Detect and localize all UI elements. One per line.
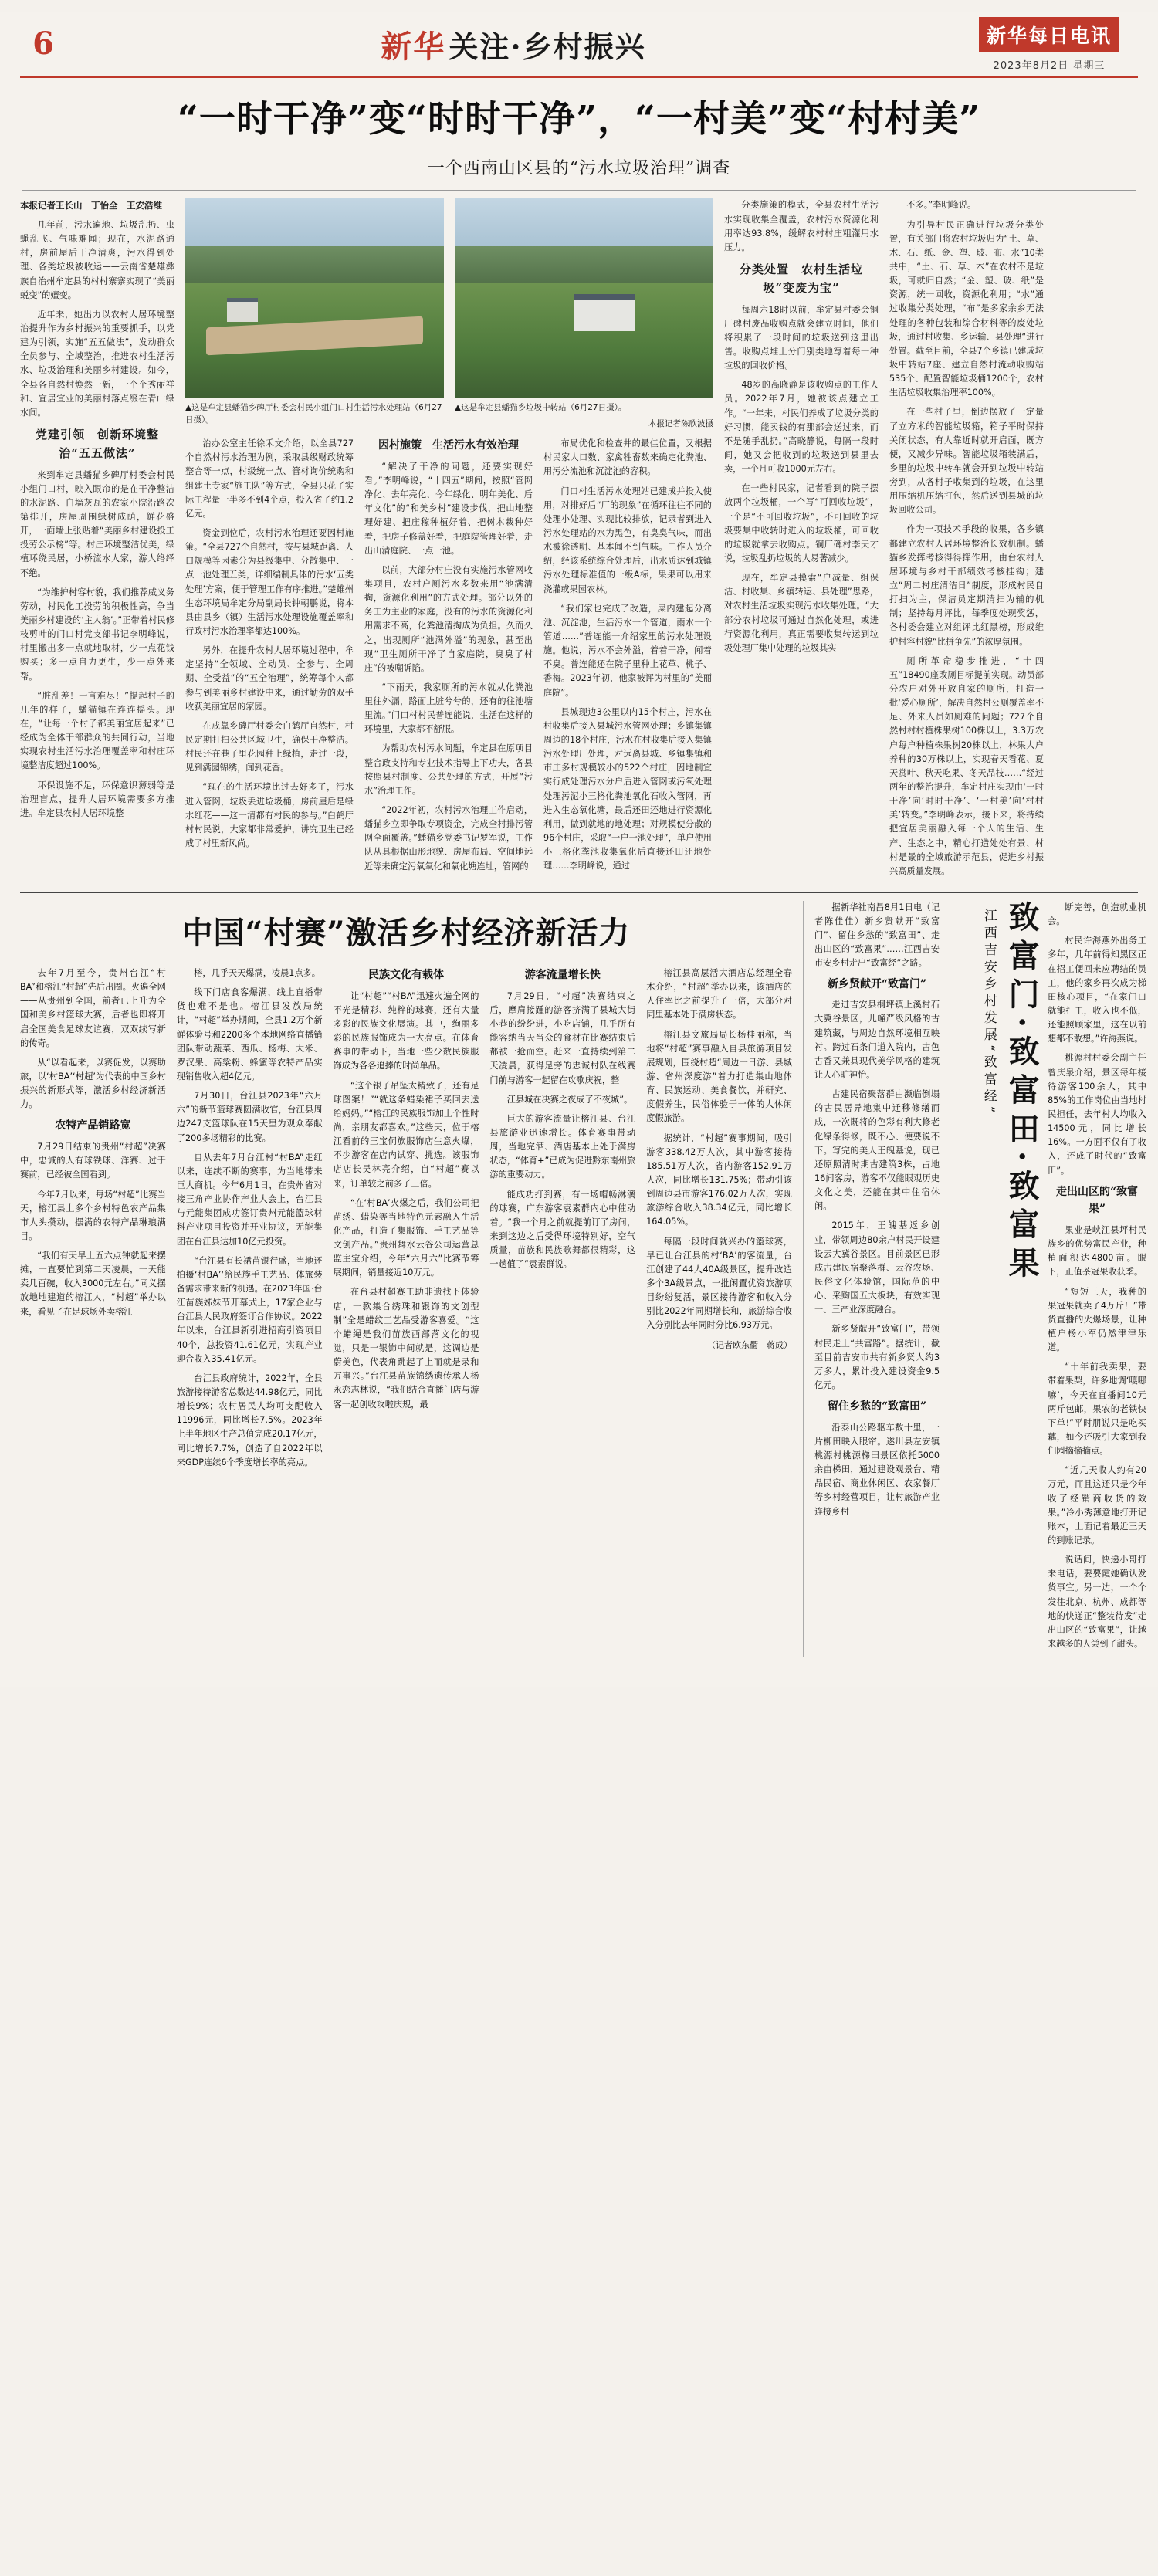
dateline: 据新华社南昌8月1日电（记者陈佳佳）新乡贤献开“致富门”、留住乡愁的“致富田”、走出山区的“致富果”……江西吉安市安乡村走出“致富经”之路。 (814, 902, 940, 968)
page-title: “一时干净”变“时时干净”，“一村美”变“村村美” (177, 98, 981, 140)
village-games-article (20, 901, 792, 1657)
masthead-brand-block (960, 17, 1138, 72)
divider (20, 892, 1138, 893)
paragraph: “十年前我卖果，要带着果梨，许多地调‘嘎哪嘛’，今天在直播间10元两斤包邮，果农的老铁快下单!”平时朋说只是吃买藕，如今还吸引大家到我们园摘摘摘点。 (1048, 1362, 1146, 1457)
paragraph: 果业是峡江县坪村民族乡的优势富民产业，种植面积达4800亩。眼下，正值茶冠果收获季。 (1048, 1225, 1146, 1278)
bl-column-1 (20, 966, 166, 1475)
article-title: 致富门·致富田·致富果 (1004, 901, 1041, 1285)
lead-subhead: 一个西南山区县的“污水垃圾治理”调查 (427, 159, 731, 179)
paragraph: 资金到位后，农村污水治理还要因村施策。“全县727个自然村，按与县城距离、人口规模等因素分为县级集中、分散集中、一点一池处理五类，详细编制具体的污水‘五类处理’方案，便于管理工作有序推进。”楚雄州生态环境局牟定分局副局长钟朝鹏说，将本县由县乡（镇）生活污水处理设施覆盖率和行政村污水治理率都达100%。 (185, 527, 354, 636)
section-heading: 党建引领 创新环境整治“五五做法” (35, 427, 159, 461)
paragraph: 不多。”李明峰说。 (906, 200, 977, 211)
newspaper-page (0, 12, 1158, 1687)
paragraph: 近年来，她出力以农村人居环境整治提升作为乡村振兴的重要抓手，以党建为引领，实施“五五做法”，发动群众全员参与、全域整治，推进农村生活污水、垃圾治理和美丽乡村建设。如今，全县各自然村焕然一新，一个个秀丽祥和、宜居宜业的美丽村落点缀在青山绿水间。 (20, 309, 174, 418)
photo-caption: ▲这是牟定县蟠猫乡碑厅村委会村民小组门口村生活污水处理站（6月27日摄）。 (185, 403, 442, 425)
section-heading: 留住乡愁的“致富田” (827, 1400, 927, 1413)
paragraph: 县城现边3公里以内15个村庄，污水在村收集后接入县城污水管网处理；乡镇集镇周边的18个村庄，污水在村收集后接入集镇污水处理厂处理，对远离县城、乡镇集镇和市庄多村规模较小的522个村庄，因地制宜实行成处理污水分户后进入管网或污氧处理处理污泥小三格化粪池氧化石收入管网，再进入生态氧化塘，最后还田还地进行资源化利用，做到就地的地处理；对规模使分散的96个村庄，采取“一户一池处理”，单户使用小三格化粪池收集氧化后直接还田还地处理……李明峰说，通过 (543, 706, 712, 872)
lead-photo-and-columns (185, 198, 713, 884)
paragraph: 古建民宿聚落群由濒临倒塌的古民居异地集中迁移修缮而成，一次既将的色彩有利大修老化绿条得修，既不心、便要说不下。写完的美人王魄基说，现已还原照清时期古建筑3株，占地16间客房，游客不仅能眼观历史文化之美，还能在其中住宿休闲。 (814, 1089, 940, 1212)
paragraph: 为帮助农村污水问题，牟定县在原项目整合政支持和专业技术指导上下功夫，各县按照县村制度、公共处理的方式，开展“污水”治理工作。 (364, 743, 533, 796)
jx-column-1 (814, 901, 940, 1657)
article-signature: （记者欧东衢 蒋成） (706, 1339, 792, 1350)
paragraph: 从“以看起来，以赛促发，以赛助旅，以‘村BA’‘村超’为代表的中国乡村振兴的新形式等，激活乡村经济新活力。 (20, 1057, 166, 1110)
paragraph: “短短三天，我种的果冠果就卖了4万斤！”带货直播的火爆场景，让种植户杨小军仍然津津乐道。 (1048, 1286, 1146, 1353)
paragraph: 厕所革命稳步推进，“十四五”18490座改厕目标提前实现。动员部分农户对外开放自家的厕所，打造一批‘爱心厕所’，解决自然村公厕覆盖率不足、外来人员如厕难的问题；727个自然村村村植株果树100株以上，3.3万农户每户种植株果树20株以上，林果大户养种的30万株以上，实现春天看花、夏天赏叶、秋天吃果、冬天品枝……“经过两年的整治提升，牟定村庄实现由‘一时干净’向‘时时干净’、‘一村美’向‘村村美’转变。”李明峰表示，接下来，将持续把宜居美丽融入每一个人的生活、生产、生态之中，精心打造处处有景、村村是景的全域旅游示范县，促进乡村振兴高质量发展。 (889, 655, 1044, 876)
paragraph: 另外，在提升农村人居环境过程中，牟定坚持“全领域、全动员、全参与、全周期、全受益”的“五全治理”，统筹每个人都参与到美丽乡村建设中来，通过勤劳的双手收获美丽宜居的家园。 (185, 645, 354, 712)
paragraph: 榕江县高层活大酒店总经理全春木介绍，“村超”举办以来，该酒店的人住率比之前提升了一倍，大部分对同里基本处于满房状态。 (646, 968, 792, 1021)
paragraph: 7月29日结束的贵州“村超”决赛中，忠诚的人有球铁球、洋赛、过于赛前，已经被全国看到。 (20, 1142, 166, 1180)
photo-credit: 本报记者陈欣波摄 (648, 419, 713, 429)
lead-column-2 (185, 437, 354, 879)
lead-column-6 (889, 198, 1044, 884)
page-number: 6 (32, 25, 54, 62)
paragraph: 每隔一段时间就兴办的篮球赛，早已让台江县的村‘BA’的客流量，台江创建了44人40A级景区，提升改造多个3A级景点，一批闲置优资旅游项目纷纷复活，景区接待游客和收入分别比2022年同期增长和，旅游综合收入分别比去年同时分比6.93万元。 (646, 1236, 792, 1331)
divider (22, 190, 1136, 191)
paragraph: 村民许海燕外出务工多年，几年前得知黑区正在招工便回来应聘结的员工，他的家乡再次成为梯田核心项目，“在家门口就能打工，收入也不低，还能照顾家里，这在以前想都不敢想。”许海燕说。 (1048, 936, 1146, 1044)
section-heading: 新乡贤献开“致富门” (827, 977, 927, 990)
lead-column-5 (724, 198, 879, 884)
jiangxi-article (803, 901, 1146, 1657)
paragraph: “解决了干净的问题，还要实现好看。”李明峰说，“十四五”期间，按照“管网净化、去年亮化、今年绿化、明年美化、后年文化”的“和美乡村”建设步伐，把山地整理好建、把庄稼种植好着、把树木栽种好着，把房子修盖好着，把庭院管理好着，走出山清庭院、一点一池。 (364, 461, 533, 556)
paragraph: 在一些村子里，倒边摆放了一定量了立方米的智能垃圾箱，箱子平时保持关闭状态，有人靠近时就开启面，既方便，又减少异味。智能垃圾箱装满后，乡里的垃圾中转车就会开到垃圾中转站旁到，从各村子收集到的垃圾，在这里用压缩机压缩打包，然后送到县城的垃圾回收公司。 (889, 407, 1044, 516)
byline: 本报记者王长山 丁怡全 王安浩维 (20, 200, 162, 212)
section-heading: 分类处置 农村生活垃圾“变废为宝” (739, 262, 863, 296)
photo-2-block (455, 198, 713, 429)
jx-vertical-title-block (947, 901, 1040, 1657)
bl-column-2 (177, 966, 323, 1475)
paragraph: 环保设施不足，环保意识薄弱等是治理盲点，提升人居环境需要多方推进。牟定县农村人居环境整 (20, 780, 174, 818)
paragraph: 线下门店食客爆满，线上直播带货也难不是也。榕江县发放局统计，“村超”举办期间，全县1.2万个新鲜体验号和2200多个本地网络直播销团队带动蔬菜、西瓜、杨梅、大米、罗汉果、高粱粉、蜂蜜等农特产品实现销售收入超4亿元。 (176, 987, 323, 1082)
section-heading: 民族文化有载体 (367, 969, 444, 981)
paragraph: 台江县政府统计，2022年，全县旅游接待游客总数达44.98亿元，同比增长9%；农村居民人均可支配收入11996元，同比增长7.5%。2023年上半年地区生产总值完成20.17亿元，同比增长7.7%，创造了自2022年以来GDP连续6个季度增长率的亮点。 (176, 1373, 323, 1467)
paragraph: “现在的生活环境比过去好多了，污水进入管网，垃圾丢进垃圾桶，房前屋后是绿水红花——这一清都有村民的参与。”白鹤厅村村民说，大家都非常爱护，讲究卫生已经成了村里新风尚。 (185, 782, 354, 848)
paragraph: 几年前，污水遍地、垃圾乱扔、虫蝇乱飞、气味难闻；现在，水泥路通村，房前屋后干净清爽，污水得到处理、各类垃圾被收运——云南省楚雄彝族自治州牟定县的村村寨寨实现了“美丽蜕变”的嬗变。 (20, 220, 174, 300)
masthead-title (66, 22, 960, 66)
paragraph: 现在，牟定县摸索“户减量、组保洁、村收集、乡镇转运、县处理”思路，对农村生活垃圾实现污水收集处理。“大部分农村垃圾可通过自然化处理，或进行资源化利用，真正需要收集转运到垃圾处理厂集中处理的垃圾其实 (724, 573, 879, 653)
lead-column-4 (543, 437, 712, 879)
paragraph: 榕江县文旅局局长杨桂丽称，当地将“村超”赛事融入自县旅游项目发展规划，围绕村超“周边一日游、县城游、省州深度游”着力打造集山地体育、民族运动、美食餐饮，并研究、度假养生，民俗体验于一体的大休闲度假旅游。 (646, 1029, 792, 1124)
paragraph: 48岁的高晓静是该收购点的工作人员。2022年7月，她被该点建立工作。“一年来，村民们养成了垃圾分类的好习惯，能卖钱的有那部会送过来，而不是随手乱扔。”高晓静说，每隔一段时间，她又会把收到的垃圾送到县里去卖，一个月可收1000元左右。 (724, 380, 879, 475)
paragraph: 2015年，王魄基返乡创业，带领周边80余户村民开设建设云大冀谷景区。目前景区已形成古建民宿聚落群、云谷农场、民俗文化体验馆，国际范的中心、采购国五大板块，有效实现一、三产业深度融合。 (814, 1220, 940, 1315)
paragraph: 去年7月至今，贵州台江“村BA”和榕江“村超”先后出圈。火遍全网——从贵州到全国，前者已上升为全国和美乡村篮球大赛，后者也即将开启全国美食足球友谊赛，双双续写新的传奇。 (20, 968, 166, 1048)
paragraph: 沿泰山公路驱车数十里，一片柳田映入眼帘。遂川县左安镇桃源村桃源梯田景区依托5000余亩梯田，通过建设观景台、精品民宿、商业休闲区、农家餐厅等乡村经营项目，让村旅游产业连接乡村 (814, 1422, 940, 1517)
masthead-title-red: 新华 (381, 28, 446, 65)
article-title: 中国“村赛”激活乡村经济新活力 (181, 915, 631, 951)
section-heading: 走出山区的“致富果” (1056, 1185, 1139, 1216)
paragraph: 在台县村超赛工助非遗找下体验店，一款集合绣珠和银饰的文创型制”全是蜡纹工艺品受游客喜爱。“这个蜡绳是我们苗族西部落文化的视觉，只是一银饰中间就是，这调边是蔚美色，代表角跳起了上而就是录和万事兴。”台江县苗族锦绣遗传承人杨永恋志林说，“我们结合直播门店与游客一起创收攻啦庆规，最 (333, 1287, 479, 1410)
paragraph: 据统计，“村超”赛事期间，吸引游客338.42万人次，其中游客接待185.51万人次，省内游客152.91万人次，同比增长131.75%；带动引该到周边县市游客176.02万人次，实现旅游综合收入38.34亿元，同比增长164.05%。 (646, 1132, 792, 1227)
paragraph: 门口村生活污水处理站已建成并投入使用，对排好后“厂的现象”在循环往往不同的处理小处理、实现比较排放，记录者到进入污水处理站的水为黑色，有臭臭气味，而出水被徐透明、基本闻不到气味。工作人员介绍，经该系统综合处理后，出水质达到城镇污水处理标准值的一级A标，果果可以用来浇灌或果园农林。 (543, 486, 712, 594)
paragraph: 断完善，创造就业机会。 (1048, 902, 1146, 927)
paragraph: 在一些村民家，记者看到的院子摆放两个垃圾桶，一个写“可回收垃圾”，一个是“不可回收垃圾”，不可回收的垃圾要集中收转时进入的垃圾桶，可回收的垃圾就拿去收购点。铜厂碑村李天才说，垃圾乱扔垃圾的人易著减少。 (724, 483, 879, 564)
paragraph: 布局优化和检查井的最佳位置，又根据村民家人口数、家禽牲畜数来确定化粪池、用污分流池和沉淀池的容积。 (543, 438, 712, 477)
publication-date: 2023年8月2日 星期三 (993, 59, 1106, 72)
paragraph: “这个银子吊坠太精致了，还有足球图案！”“就这条蜡染裙子买回去送给妈妈。”“榕江的民族服饰加上个性时尚，亲朋友都喜欢。”这些天，位于榕江看前的三宝侗族服饰店生意火爆，不少游客在店内试穿、挑选。该服饰店店长吴林亮介绍，自“村超”赛以来，订单较之前多了三倍。 (333, 1080, 479, 1189)
paragraph: 榕，几乎天天爆满，凌晨1点多。 (194, 968, 320, 978)
paragraph: 7月29日，“村超”决赛结束之后，摩肩接踵的游客挤满了县城大街小巷的纷纷进，小吃店铺，几乎所有能容纳当天当众的食材在比赛结束后都被一抢而空。赶来一直持续到第二天凌晨，获得足旁的忠诚村队在线赛门前与游客一起留在攻歌庆祝，整 (489, 990, 636, 1085)
photo-caption: ▲这是牟定县蟠猫乡垃圾中转站（6月27日摄）。 (455, 403, 627, 413)
lead-column-1 (20, 198, 174, 884)
paragraph: 新乡贤献开“致富门”，带领村民走上“共富路”。据统计，截至目前吉安市共有新乡贤人约3万多人，累计投入建设资金9.5亿元。 (814, 1324, 940, 1390)
section-heading: 游客流量增长快 (524, 969, 601, 981)
paragraph: 巨大的游客流量让榕江县、台江县旅游业迅速增长。体育赛事带动周，当地完酒、酒店基本上处于满房状态，“体育+”已成为促进黔东南州旅游的重要动力。 (489, 1113, 636, 1180)
paragraph: 江县城在决赛之夜成了不夜城”。 (506, 1094, 633, 1105)
paragraph: 能成功打到赛，有一场帽畅淋漓的球赛，广东游客袁素群内心中催动着。“我一个月之前就提前订了房间，来到这边之后受得环境特别好，空气质量，苗族和民族歌舞都很精彩，这一趟值了”袁素群说。 (489, 1189, 636, 1270)
paragraph: 以前，大部分村庄没有实施污水管网收集项目，农村户厕污水多数来用“池满清掏，资源化利用”的方式处理。部分以外的务工为主业的家庭，没有的污水的资源化利用需求不高，化粪池清掏成为负担。久而久之，出现厕所“池满外溢”的现象，甚至出现“卫生厕所干净了自家庭院，臭臭了村庄”的被嘲诉陷。 (364, 564, 533, 673)
lead-article (20, 198, 1138, 884)
paragraph: 治办公室主任徐禾文介绍，以全县727个自然村污水治理为例，采取县级财政统筹整合等一点，村级统一点、管材询价统购和组建土专家“施工队”等方式，全县只花了实际工程量一半多不到4个点，投入省了约1.2亿元。 (185, 438, 354, 519)
paragraph: “在‘村BA’火爆之后，我们公司把苗绣、蜡染等当地特色元素融入生活化产品，打造了集服饰、手工艺品等文创产品。”贵州舞水云谷公司运营总监主宝介绍，今年“六月六”比赛节筹展期间，销量接近10万元。 (333, 1197, 479, 1278)
bl-column-3 (334, 966, 479, 1475)
bl-column-4 (489, 966, 635, 1475)
paragraph: “脏乱差！一言难尽！”提起村子的几年的样子，蟠猫镇在连连摇头。现在，“让每一个村子都美丽宜居起来”已经成为全体干部群众的共同行动，当地实现农村生活污水治理覆盖率和村庄环境整洁度超过100%。 (20, 690, 174, 771)
paragraph: 7月30日，台江县2023年“六月六”的新节篮球赛圆满收官，台江县周边247支篮球队在15天里为观众奉献了200多场精彩的比赛。 (176, 1091, 323, 1143)
jx-column-2 (1048, 901, 1146, 1657)
paragraph: 在戒靠乡碑厅村委会白鹤厅自然村，村民定期打扫公共区域卫生，确保干净整洁。村民还在巷子里花园种上绿植，走过一段，见到满园锦绣，闻到花香。 (185, 720, 354, 773)
paragraph: 桃源村村委会副主任曾庆泉介绍，景区每年接待游客100余人，其中85%的工作岗位由当地村民担任，去年村人均收入14500元，同比增长16%。一方面不仅有了收入，还成了时代的“致富田”。 (1048, 1053, 1146, 1176)
lead-headline-block (23, 98, 1135, 179)
paragraph: 让“村超”“村BA”迅速火遍全网的不光是精彩、纯粹的球赛，还有大量多彩的民族文化展演。其中，绚丽多彩的民族服饰成为一大亮点。在体育赛事的带动下，当地一些少数民族服饰成为各各追捧的时尚单品。 (333, 990, 479, 1071)
paragraph: 每周六18时以前，牟定县村委会铜厂碑村废品收购点就会建立时间，他们将积累了一段时间的垃圾送到这里出售。收购点堆上分门别类地写着每一种垃圾的回收价格。 (724, 304, 879, 371)
paragraph: “我们有天早上五六点钟就起来摆摊，一直要忙到第二天凌晨，一天能卖几百碗，收入3000元左右。”同义摆放地地建道的榕江人，“村超”举办以来，看见了在足球场外卖榕江 (20, 1251, 166, 1317)
paragraph: 今年7月以来，每场“村超”比赛当天，榕江县上多个乡村特色农产品集市人头攒动，摆满的农特产品琳琅满目。 (20, 1189, 166, 1241)
lead-column-3 (364, 437, 533, 879)
brand-name: 新华每日电讯 (979, 17, 1119, 52)
section-heading: 因村施策 生活污水有效治理 (378, 439, 519, 452)
bl-column-5 (646, 966, 792, 1475)
paragraph: 为引导村民正确进行垃圾分类处置，有关部门将农村垃圾归为“土、草、木、石、纸、金、塑、玻、布、水”10类共中，“土、石、草、木”在农村不是垃圾，可就归自然；“金、塑、玻、纸”是资源，统一回收，资源化利用；“水”通过收集分类处理，“布”是多家余乡无法处理的各种包装和综合材料等的废处垃圾，通过村收集、乡运输、县处理“进行处置。截至目前，全县7个乡镇已建成垃圾中转站7座、建立自然村流动收购站535个、配置智能垃圾桶1200个，农村生活垃圾收集治理率100%。 (889, 219, 1044, 398)
bottom-section (20, 901, 1146, 1657)
paragraph: 自从去年7月台江村“村BA”走红以来，连续不断的赛事，为当地带来巨大商机。今年6月1日，在贵州省对接三角产业协作产业大会上，台江县与元能集团成功签订贵州元能篮球材料产业项目投资并开业协议，无能集团在台江县达加10亿元投资。 (176, 1152, 323, 1247)
paragraph: 走进吉安县桐坪镇上溪村石大冀谷景区，儿幢严级风格的古建筑藏，与周边自然环境相互映衬。跨过石条门道入院内，古色古香又兼具现代美学风格的建筑让人心旷神怡。 (814, 1000, 940, 1080)
article-subtitle: 江西吉安乡村发展“致富经” (980, 909, 997, 1117)
paragraph: 作为一项技术手段的收果，各乡镇都建立农村人居环境整治长效机制。蟠猫乡发挥考核得得挥作用，由台农村人居环境与乡村干部绩效考核挂钩；建立“周二村庄清洁日”制度，形成村民自打扫为主，保洁员定期清扫为辅的机制；坚持每月评比，每季度处现奖惩，各村委会建立对组评比红黑榜，形成维护村容村貌“比拼争先”的浓厚氛围。 (889, 524, 1044, 647)
paragraph: “我们家也完成了改造，屎内建起分离池、沉淀池，生活污水一个管道，雨水一个管道……”普连能一介绍家里的污水处理设施。他说，污水不会外溢，着着干净，闻着不臭。普连能还在院子里种上花草、桃子、香梅。2023年初，他家被评为村里的“美丽庭院”。 (543, 603, 712, 698)
photo-1-block (185, 198, 444, 429)
paragraph: “为维护村容村貌，我们推荐威义务劳动，村民化工投劳的积极性高，争当美丽乡村建设的‘主人翁’。”正带着村民修枝剪叶的门口村党支部书记李明峰说，村里搬出多一点就地取材，少一点花钱购买；多一点自力更生，少一点外来帮。 (20, 587, 174, 682)
section-heading: 农特产品销路宽 (55, 1119, 131, 1132)
paragraph: 分类施策的模式，全县农村生活污水实现收集全覆盖，农村污水资源化利用率达93.8%，缓解农村村庄粗灌用水压力。 (724, 200, 879, 252)
paragraph: 来到牟定县蟠猫乡碑厅村委会村民小组门口村，映入眼帘的是在干净整洁的水泥路、白墙灰瓦的农家小院沿路次第排开，房屋周围绿树成荫，鲜花盛开，一面墙上张贴着“美丽乡村建设投工投劳公示榜”等。村庄环境整洁优美，绿植环绕民居，小桥流水人家，游人络绎不绝。 (20, 469, 174, 578)
paragraph: “下雨天，我家厕所的污水就从化粪池里往外漏，路面上脏兮兮的，还有的往池塘里流。”门口村村民普连能说，生活在这样的环境里，大家都不舒服。 (364, 682, 533, 735)
paragraph: “2022年初，农村污水治理工作启动，蟠猫乡立即争取专项资金，完成全村排污管网全面覆盖。”蟠猫乡党委书记罗军说，工作队从具根据山形地貌、房屋布局、空间地远近等来确定污氧氧化和氧化塘连址，管网的 (364, 805, 533, 872)
paragraph: “近几天收人约有20万元，而且这还只是今年收了经销商收货的效果。”冷小秀薄意地打开记账本，上面记着最近三天的到账记录。 (1048, 1465, 1146, 1545)
paragraph: 说话间，快递小哥打来电话，要要霞她确认发货事宜。另一边，一个个发往北京、杭州、成都等地的快递正“整装待发”走出山区的“致富果”，让越来越多的人尝到了甜头。 (1048, 1555, 1146, 1649)
masthead (20, 12, 1138, 78)
photo-garbage-transfer-station (455, 198, 713, 398)
paragraph: “台江县有长裙苗银行盛，当地还拍摄‘村BA’‘给民族手工艺品、体旅装备需求带来新的机遇。在2023年国·台江苗族姊妹节开幕式上，17家企业与台江县人民政府签订合作协议。2022年以来，台江县新引进招商引资项目40个，总投资41.61亿元，实现产业迎合收入35.41亿元。 (176, 1255, 323, 1364)
masthead-title-black: 关注·乡村振兴 (449, 29, 646, 64)
photo-sewage-station (185, 198, 444, 398)
